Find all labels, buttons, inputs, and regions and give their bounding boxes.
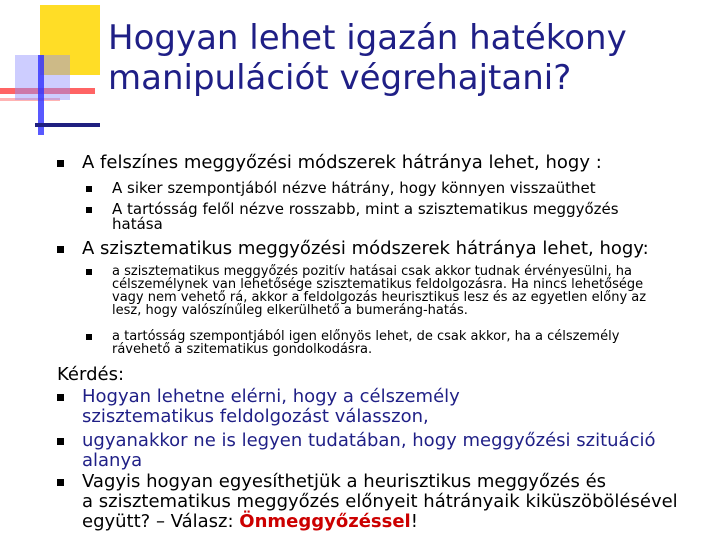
- sub-bullet-1a: [86, 181, 596, 196]
- bullet-square-icon: [86, 207, 92, 213]
- sub-bullet-2a-line: a szisztematikus meggyőzés pozitív hatásai csak akkor tudnak érvényesülni, ha: [112, 264, 632, 279]
- bullet-square-icon: [57, 438, 64, 445]
- bullet-square-icon: [86, 334, 92, 340]
- sub-bullet-1b-line: hatása: [112, 215, 163, 233]
- question-item-2-line: ugyanakkor ne is legyen tudatában, hogy meggyőzési szituáció: [82, 430, 656, 451]
- bullet-2-text: A szisztematikus meggyőzési módszerek hátránya lehet, hogy:: [82, 238, 649, 259]
- bullet-2: [57, 238, 649, 260]
- question-label-text: Kérdés:: [57, 364, 125, 385]
- sub-bullet-2a-line: célszemélynek van lehetősége szisztematikus feldolgozásra. Ha nincs lehetősége: [112, 277, 644, 292]
- sub-bullet-2b-line: a tartósság szempontjából igen előnyös lehet, de csak akkor, ha a célszemély: [112, 329, 620, 344]
- bullet-square-icon: [57, 394, 64, 401]
- question-item-3: [57, 472, 678, 532]
- sub-bullet-2a: [86, 265, 646, 317]
- title-line-1: Hogyan lehet igazán hatékony: [108, 18, 627, 58]
- question-item-3-text: [82, 472, 678, 532]
- question-label: [57, 365, 124, 385]
- bullet-1: [57, 152, 602, 174]
- sub-bullet-2b: [86, 330, 619, 356]
- bullet-1-text: A felszínes meggyőzési módszerek hátránya lehet, hogy :: [82, 152, 602, 173]
- question-item-2: [57, 431, 655, 471]
- answer-prefix: együtt? – Válasz:: [82, 511, 240, 532]
- sub-bullet-1b: [86, 202, 619, 232]
- bullet-square-icon: [57, 160, 64, 167]
- question-item-1-text: [82, 387, 460, 427]
- question-item-1: [57, 387, 460, 427]
- question-item-1-line: Hogyan lehetne elérni, hogy a célszemély: [82, 386, 460, 407]
- sub-bullet-2b-line: rávehető a szitematikus gondolkodásra.: [112, 342, 373, 357]
- title-line-2: manipulációt végrehajtani?: [108, 58, 572, 98]
- sub-bullet-2a-line: lesz, hogy valószínűleg elkerülhető a bumeráng-hatás.: [112, 303, 468, 318]
- sub-bullet-1b-line: A tartósság felől nézve rosszabb, mint a szisztematikus meggyőzés: [112, 200, 619, 218]
- question-item-1-line: szisztematikus feldolgozást válasszon,: [82, 406, 429, 427]
- question-item-3-line: a szisztematikus meggyőzés előnyeit hátrányaik kiküszöbölésével: [82, 491, 678, 512]
- question-item-3-line: Vagyis hogyan egyesíthetjük a heurisztikus meggyőzés és: [82, 471, 607, 492]
- sub-bullet-2a-line: vagy nem vehető rá, akkor a feldolgozás heurisztikus lesz és az egyetlen előny az: [112, 290, 647, 305]
- answer-highlight: Önmeggyőzéssel: [239, 511, 411, 532]
- sub-bullet-1a-text: A siker szempontjából nézve hátrány, hogy könnyen visszaüthet: [112, 179, 596, 197]
- bullet-square-icon: [57, 479, 64, 486]
- sub-bullet-2b-text: [112, 330, 619, 356]
- question-item-2-text: [82, 431, 655, 471]
- question-item-3-last-line: [82, 512, 678, 532]
- bullet-square-icon: [86, 269, 92, 275]
- bullet-square-icon: [57, 246, 64, 253]
- sub-bullet-1b-text: [112, 202, 619, 232]
- question-item-2-line: alanya: [82, 450, 143, 471]
- bullet-square-icon: [86, 186, 92, 192]
- sub-bullet-2a-text: [112, 265, 646, 317]
- answer-suffix: !: [410, 511, 418, 532]
